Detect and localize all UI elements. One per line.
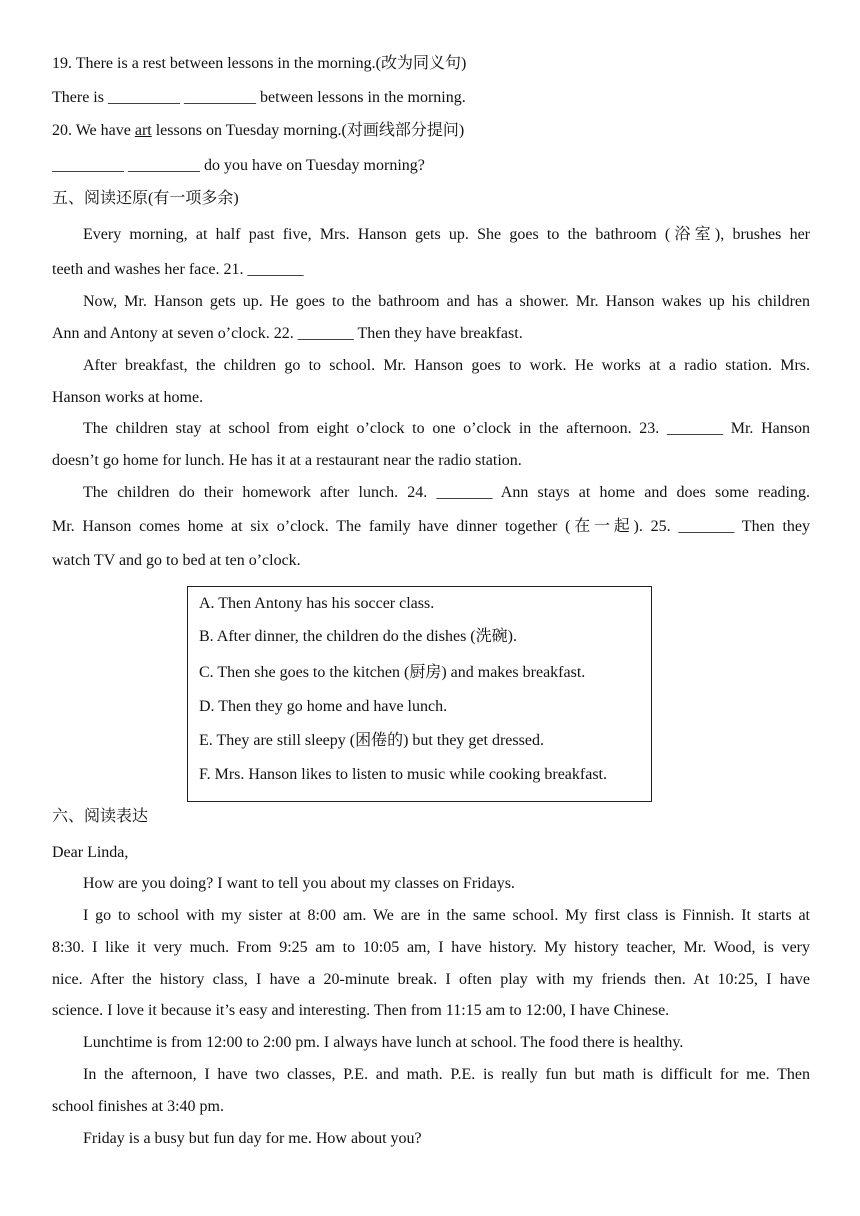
section5-line-3: Now, Mr. Hanson gets up. He goes to the bathroom and has a shower. Mr. Hanson wakes up his children [83,293,810,310]
letter-line-9: Friday is a busy but fun day for me. How about you? [83,1130,422,1147]
letter-line-4: nice. After the history class, I have a 20-minute break. I often play with my friends then. At 10:25, I have [52,971,810,988]
option-f: F. Mrs. Hanson likes to listen to music while cooking breakfast. [199,766,607,783]
letter-line-8: school finishes at 3:40 pm. [52,1098,224,1115]
letter-line-2: I go to school with my sister at 8:00 am. We are in the same school. My first class is Finnish. It starts at [83,907,810,924]
q19-blank-2[interactable]: _________ [183,89,256,106]
option-a: A. Then Antony has his soccer class. [199,595,435,612]
q20-underlined-word: art [134,122,152,139]
q20-prompt [52,121,464,141]
section5-line-8: doesn’t go home for lunch. He has it at a restaurant near the radio station. [52,452,522,469]
q19-blank-1[interactable]: _________ [107,89,180,106]
q20-prompt-pre: 20. We have [52,122,135,139]
section5-line-6: Hanson works at home. [52,389,204,406]
q20-answer-line [52,156,425,176]
section5-line-1: Every morning, at half past five, Mrs. Hanson gets up. She goes to the bathroom (浴室), brushes her [83,226,810,243]
q19-answer-pre: There is [52,89,108,106]
letter-line-1: How are you doing? I want to tell you about my classes on Fridays. [83,875,515,892]
section5-line-9: The children do their homework after lunch. 24. _______ Ann stays at home and does some reading. [83,484,810,501]
option-d: D. Then they go home and have lunch. [199,698,448,715]
letter-line-5: science. I love it because it’s easy and interesting. Then from 11:15 am to 12:00, I have Chinese. [52,1002,670,1019]
letter-line-7: In the afternoon, I have two classes, P.E. and math. P.E. is really fun but math is difficult for me. Then [83,1066,810,1083]
section5-line-11: watch TV and go to bed at ten o’clock. [52,552,301,569]
q20-answer-post: do you have on Tuesday morning? [200,157,425,174]
options-box [187,586,652,802]
letter-salutation: Dear Linda, [52,844,129,861]
q20-blank-2[interactable]: _________ [128,157,200,174]
q19-prompt: 19. There is a rest between lessons in the morning.(改为同义句) [52,55,467,72]
q20-blank-1[interactable]: _________ [52,157,124,174]
option-c: C. Then she goes to the kitchen (厨房) and makes breakfast. [199,664,586,681]
section5-line-5: After breakfast, the children go to school. Mr. Hanson goes to work. He works at a radio station. Mrs. [83,357,810,374]
section5-heading: 五、阅读还原(有一项多余) [52,190,239,207]
option-e: E. They are still sleepy (困倦的) but they get dressed. [199,732,544,749]
q19-answer-post: between lessons in the morning. [255,89,466,106]
option-b: B. After dinner, the children do the dishes (洗碗). [199,628,517,645]
section6-heading: 六、阅读表达 [52,808,149,825]
letter-line-6: Lunchtime is from 12:00 to 2:00 pm. I always have lunch at school. The food there is healthy. [83,1034,684,1051]
q20-prompt-post: lessons on Tuesday morning.(对画线部分提问) [151,122,465,139]
section5-line-10: Mr. Hanson comes home at six o’clock. The family have dinner together (在一起). 25. _______ Then they [52,518,810,535]
section5-line-4: Ann and Antony at seven o’clock. 22. _______ Then they have breakfast. [52,325,523,342]
q19-answer-line [52,88,466,108]
section5-line-7: The children stay at school from eight o’clock to one o’clock in the afternoon. 23. _______ Mr. Hanson [83,420,810,437]
section5-line-2: teeth and washes her face. 21. _______ [52,261,304,278]
letter-line-3: 8:30. I like it very much. From 9:25 am to 10:05 am, I have history. My history teacher, Mr. Wood, is very [52,939,810,956]
